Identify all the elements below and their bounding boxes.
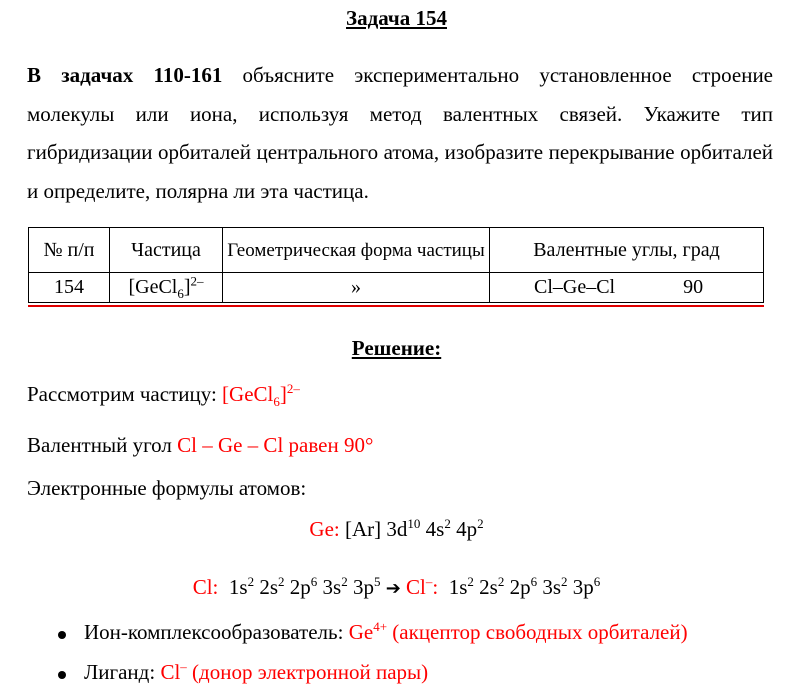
arrow-icon: ➔ <box>385 578 401 599</box>
col-header-particle: Частица <box>110 228 223 273</box>
cell-num: 154 <box>29 273 110 303</box>
cl-ion-config: $1s^2$ $2s^2$ $2p^6$ $3s^2$ $3p^6$ <box>448 574 601 599</box>
task-text: объясните экспериментально установленное строение молекулы или иона, используя метод валентных связей. Укажите тип гибридизации орбиталей центрального атома, изобразите перекрывание орбиталей и определите, полярна ли эта частица. <box>27 63 774 203</box>
particle-formula: [GeCl$_6$]$^{2-}$ <box>222 381 300 410</box>
consider-line: Рассмотрим частицу: [GeCl$_6$]$^{2-}$ <box>27 381 300 410</box>
task-statement <box>27 56 773 210</box>
cl-atom-config: $1s^2$ $2s^2$ $2p^6$ $3s^2$ $3p^5$ <box>228 574 381 599</box>
task-table <box>28 227 764 303</box>
col-header-shape: Геометрическая форма частицы <box>223 228 490 273</box>
task-title: Задача 154 <box>346 6 447 30</box>
cell-particle: [GeCl$_6$]$^{2-}$ <box>110 273 223 303</box>
electron-formulas-label: Электронные формулы атомов: <box>27 476 307 500</box>
angle-value: 90 <box>683 276 704 298</box>
angle-line: Валентный угол Cl – Ge – Cl равен 90° <box>27 433 374 457</box>
ge-formula: Ge: [Ar] $3d^{10}$ $4s^2$ $4p^2$ <box>309 516 484 541</box>
task-range: В задачах 110-161 <box>27 63 223 87</box>
cell-shape: » <box>223 273 490 303</box>
cell-angles <box>490 273 764 303</box>
bullet-dot-icon <box>58 631 66 639</box>
col-header-angles: Валентные углы, град <box>490 228 764 273</box>
cl-formula: Cl: $1s^2$ $2s^2$ $2p^6$ $3s^2$ $3p^5$ ➔ Cl–: $1s^2$ $2s^2$ $2p^6$ $3s^2$ $3p^6$ <box>192 574 601 599</box>
table-underline <box>28 305 764 307</box>
angle-name: Cl–Ge–Cl <box>534 276 616 298</box>
bullet-dot-icon <box>58 671 66 679</box>
solution-heading: Решение: <box>351 336 442 360</box>
col-header-num: № п/п <box>29 228 110 273</box>
